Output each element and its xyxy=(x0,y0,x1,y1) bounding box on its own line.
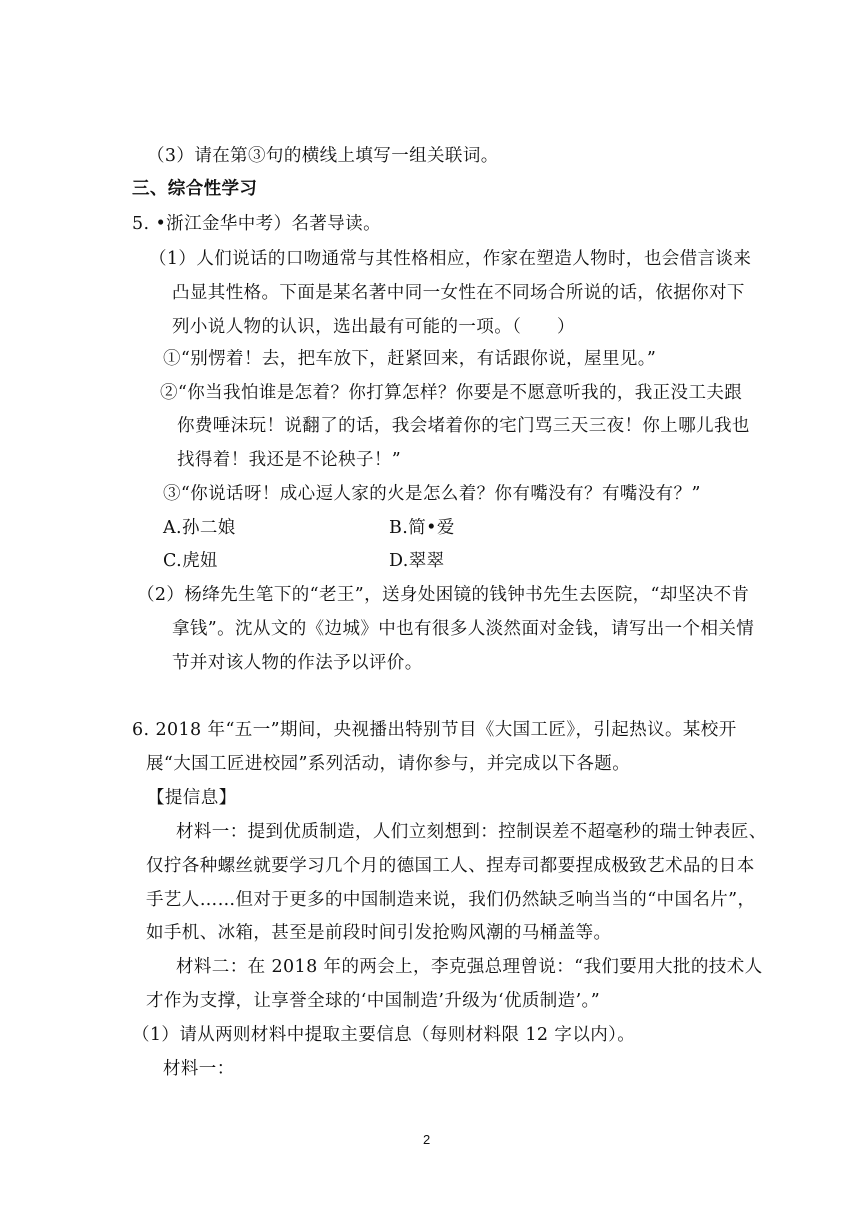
info-heading: 【提信息】 xyxy=(147,788,237,808)
question-5-2-line: （2）杨绛先生笔下的“老王”，送身处困镜的钱钟书先生去医院，“却坚决不肯 xyxy=(137,585,750,605)
material-1-line: 仅拧各种螺丝就要学习几个月的德国工人、捏寿司都要捏成极致艺术品的日本 xyxy=(146,856,755,876)
page-number: 2 xyxy=(423,1132,431,1147)
question-5-2-line: 拿钱”。沈从文的《边城》中也有很多人淡然面对金钱，请写出一个相关情 xyxy=(172,619,755,639)
question-5-title: 5. •浙江金华中考）名著导读。 xyxy=(132,214,381,234)
question-5-2-line: 节并对该人物的作法予以评价。 xyxy=(172,653,423,673)
quote-1: ①“别愣着！去，把车放下，赶紧回来，有话跟你说，屋里见。” xyxy=(163,349,657,369)
question-5-1-line: （1）人们说话的口吻通常与其性格相应，作家在塑造人物时，也会借言谈来 xyxy=(149,249,752,269)
question-6-1: （1）请从两则材料中提取主要信息（每则材料限 12 字以内）。 xyxy=(132,1025,636,1045)
question-6-line: 6. 2018 年“五一”期间，央视播出特别节目《大国工匠》，引起热议。某校开 xyxy=(132,720,737,740)
quote-3: ③“你说话呀！成心逗人家的火是怎么着？你有嘴没有？有嘴没有？” xyxy=(163,484,701,504)
option-c: C.虎妞 xyxy=(163,551,218,571)
question-5-1-line: 凸显其性格。下面是某名著中同一女性在不同场合所说的话，依据你对下 xyxy=(172,283,745,303)
question-6-line: 展“大国工匠进校园”系列活动，请你参与，并完成以下各题。 xyxy=(146,754,631,774)
quote-2-line: 找得着！我还是不论秧子！” xyxy=(177,450,402,470)
option-a: A.孙二娘 xyxy=(163,518,236,538)
option-b: B.简•爱 xyxy=(389,518,455,538)
question-3-subpart: （3）请在第③句的横线上填写一组关联词。 xyxy=(147,146,499,166)
material-1-line: 如手机、冰箱，甚至是前段时间引发抢购风潮的马桶盖等。 xyxy=(146,923,612,943)
material-1-line: 材料一：提到优质制造，人们立刻想到：控制误差不超毫秒的瑞士钟表匠、 xyxy=(176,822,767,842)
material-2-line: 才作为支撑，让享誉全球的‘中国制造’升级为‘优质制造’。” xyxy=(146,991,601,1011)
question-5-1-line: 列小说人物的认识，选出最有可能的一项。（ ） xyxy=(172,317,575,337)
section-heading: 三、综合性学习 xyxy=(132,179,258,199)
material-1-line: 手艺人……但对于更多的中国制造来说，我们仍然缺乏响当当的“中国名片”， xyxy=(146,890,756,910)
option-d: D.翠翠 xyxy=(389,551,445,571)
material-2-line: 材料二：在 2018 年的两会上，李克强总理曾说：“我们要用大批的技术人 xyxy=(176,957,763,977)
material-1-answer-label: 材料一： xyxy=(163,1059,235,1079)
quote-2-line: ②“你当我怕谁是怎着？你打算怎样？你要是不愿意听我的，我正没工夫跟 xyxy=(160,383,743,403)
quote-2-line: 你费唾沫玩！说翻了的话，我会堵着你的宅门骂三天三夜！你上哪儿我也 xyxy=(177,416,750,436)
